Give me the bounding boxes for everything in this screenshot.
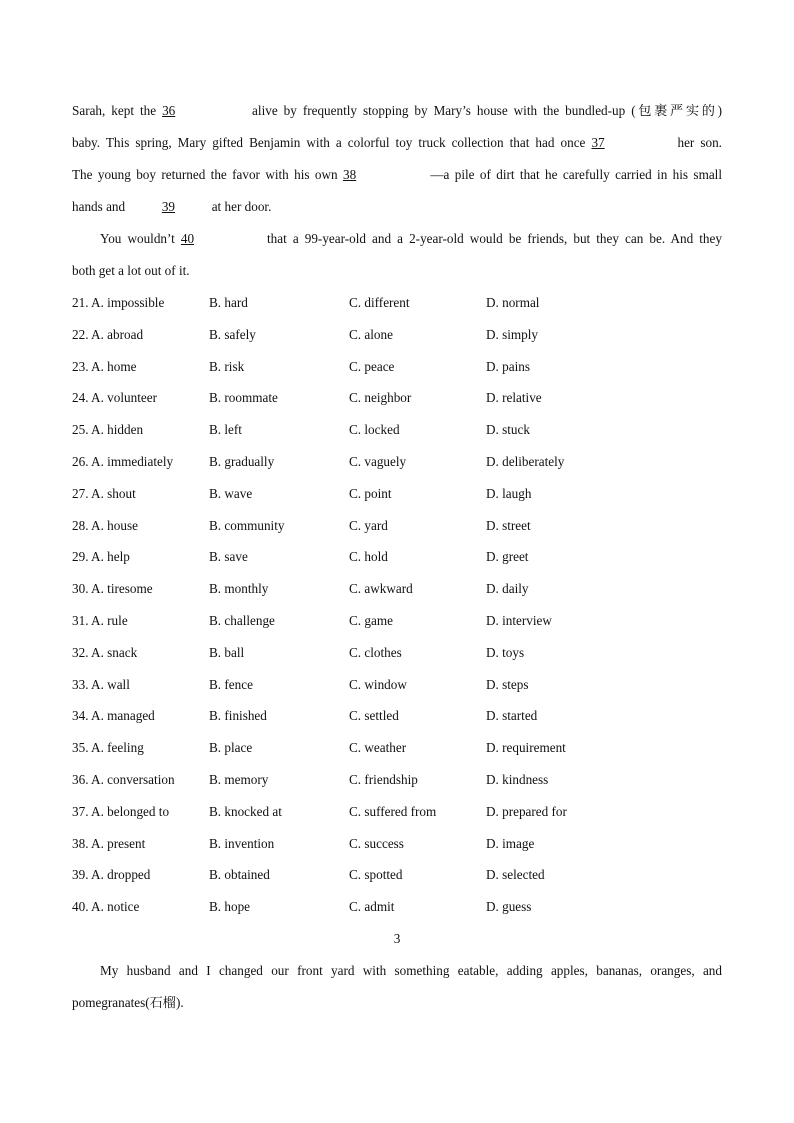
option-c: C. vaguely [349,453,407,469]
passage-text: hands and [72,199,129,214]
option-b: B. hope [209,899,251,915]
option-a: 29. A. help [72,549,130,565]
option-row [72,764,722,796]
option-d: D. image [486,835,535,851]
passage-text: The young boy returned the favor with his own [72,167,343,182]
option-b: B. obtained [209,867,270,883]
option-row [72,382,722,414]
option-a: 27. A. shout [72,485,136,501]
option-c: C. success [349,835,404,851]
option-c: C. clothes [349,644,402,660]
option-d: D. daily [486,581,529,597]
option-d: D. pains [486,358,530,374]
option-b: B. finished [209,708,267,724]
option-a: 26. A. immediately [72,453,174,469]
option-a: 34. A. managed [72,708,155,724]
option-a: 37. A. belonged to [72,803,170,819]
passage-line-4 [72,191,722,223]
option-d: D. started [486,708,538,724]
option-d: D. guess [486,899,532,915]
option-c: C. awkward [349,581,413,597]
blank-38: 38 [342,167,357,182]
option-c: C. window [349,676,407,692]
option-c: C. game [349,612,393,628]
option-row [72,541,722,573]
option-b: B. challenge [209,612,275,628]
option-a: 28. A. house [72,517,138,533]
option-a: 21. A. impossible [72,295,165,310]
option-a: 38. A. present [72,835,146,851]
option-a: 33. A. wall [72,676,130,692]
option-a: 24. A. volunteer [72,390,157,406]
option-d: D. steps [486,676,529,692]
section-number: 3 [393,930,401,946]
option-b: B. roommate [209,390,278,406]
option-a: 35. A. feeling [72,740,144,756]
option-b: B. knocked at [209,803,282,819]
option-a: 22. A. abroad [72,326,144,342]
option-b: B. ball [209,644,245,660]
option-row [72,510,722,542]
passage-line-1 [72,95,722,127]
option-d: D. street [486,517,531,533]
option-a: 40. A. notice [72,899,140,915]
option-c: C. neighbor [349,390,412,406]
option-b: B. fence [209,676,253,692]
passage-text: alive by frequently stopping by Mary’s house with the bundled-up (包裹严实的) [246,103,723,118]
option-d: D. prepared for [486,803,567,819]
option-row [72,637,722,669]
option-c: C. hold [349,549,388,565]
option-c: C. alone [349,326,393,342]
option-a: 39. A. dropped [72,867,151,883]
blank-36: 36 [162,103,176,118]
blank-40: 40 [180,231,195,246]
option-c: C. weather [349,740,407,756]
blank-39: 39 [161,199,175,214]
option-b: B. risk [209,358,245,374]
option-c: C. different [349,295,410,310]
option-a: 32. A. snack [72,644,138,660]
option-row [72,828,722,860]
option-b: B. wave [209,485,253,501]
option-row [72,700,722,732]
option-row [72,319,722,351]
option-b: B. invention [209,835,275,851]
option-d: D. toys [486,644,525,660]
option-d: D. selected [486,867,545,883]
passage-line-3 [72,159,722,191]
option-row [72,446,722,478]
option-c: C. suffered from [349,803,437,819]
option-b: B. community [209,517,285,533]
passage-text: baby. This spring, Mary gifted Benjamin with a colorful toy truck collection that had once [72,135,592,150]
options-list [72,287,722,923]
option-a: 30. A. tiresome [72,581,153,597]
option-d: D. kindness [486,771,549,787]
option-c: C. admit [349,899,395,915]
option-row [72,605,722,637]
option-d: D. stuck [486,422,530,438]
option-b: B. save [209,549,248,565]
option-b: B. left [209,422,242,438]
passage-text: at her door. [208,199,272,214]
option-row [72,669,722,701]
passage-text: You wouldn’t [100,231,181,246]
option-row [72,573,722,605]
option-c: C. peace [349,358,395,374]
option-b: B. gradually [209,453,275,469]
option-row [72,891,722,923]
passage-line-2 [72,127,722,159]
passage-line-5 [72,223,722,255]
document-page [72,95,722,1019]
option-row [72,287,722,319]
option-d: D. relative [486,390,542,406]
blank-37: 37 [591,135,605,150]
option-b: B. memory [209,771,269,787]
option-c: C. friendship [349,771,418,787]
option-row [72,796,722,828]
passage-text: that a 99-year-old and a 2-year-old would be friends, but they can be. And they [260,231,722,246]
option-d: D. deliberately [486,453,565,469]
option-a: 23. A. home [72,358,137,374]
option-d: D. normal [486,295,540,310]
option-c: C. locked [349,422,400,438]
option-row [72,351,722,383]
option-b: B. hard [209,295,248,310]
option-a: 25. A. hidden [72,422,144,438]
option-c: C. settled [349,708,399,724]
option-c: C. point [349,485,392,501]
option-b: B. safely [209,326,256,342]
option-d: D. interview [486,612,552,628]
next-passage-line-2: pomegranates(石榴). [72,994,184,1010]
passage-line-6: both get a lot out of it. [72,263,190,278]
option-b: B. monthly [209,581,269,597]
option-b: B. place [209,740,253,756]
passage-text: Sarah, kept the [72,103,163,118]
option-d: D. requirement [486,740,566,756]
next-passage-line-1: My husband and I changed our front yard with something eatable, adding apples, bananas, oranges, and [100,962,722,978]
option-row [72,478,722,510]
option-c: C. yard [349,517,388,533]
option-row [72,414,722,446]
passage-text: —a pile of dirt that he carefully carried in his small [424,167,723,182]
option-c: C. spotted [349,867,403,883]
option-a: 36. A. conversation [72,771,175,787]
option-row [72,732,722,764]
option-row [72,859,722,891]
option-d: D. laugh [486,485,532,501]
option-d: D. simply [486,326,539,342]
option-d: D. greet [486,549,529,565]
passage-text: her son. [671,135,722,150]
option-a: 31. A. rule [72,612,128,628]
